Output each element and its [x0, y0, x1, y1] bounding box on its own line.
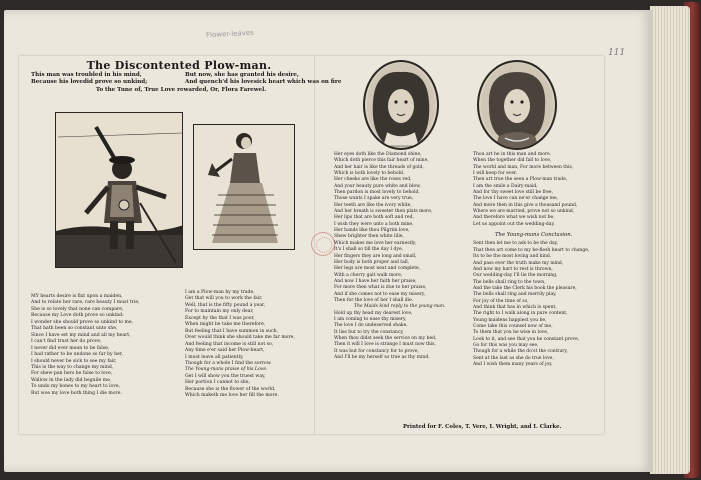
verse-line: And therefore what we wish not be,	[473, 215, 555, 221]
verse-line: It lies but to try the constancy,	[334, 329, 404, 335]
verse-line: Where we are married, prove not so unkind,	[473, 209, 575, 215]
verse-line: Then it will I love is strange I must now this,	[334, 342, 436, 348]
verse-line: For more then what is due to her praise,	[334, 285, 427, 291]
verse-line: I had rather to be undone so far by her,	[31, 352, 123, 358]
verse-line: Her legs are most neat and complete,	[334, 266, 421, 272]
verse-subhead: The Young-mans Conclusion.	[495, 232, 573, 239]
broadside-sheet	[19, 56, 604, 434]
verse-right-column-2	[473, 152, 603, 368]
library-stamp	[311, 232, 335, 256]
verse-line: For to maintain my only dear,	[185, 309, 254, 315]
verse-line: Which maketh me love her fill the more.	[185, 393, 279, 399]
verse-line: And I'll be my herself so true as thy mind.	[334, 355, 430, 360]
verse-line: And her hair is like the threads of gold,	[334, 164, 424, 170]
verse-line: With a cherry gait walk more,	[334, 272, 403, 278]
woodcut-lady	[193, 124, 295, 250]
verse-line: The right to I walk along in pure content,	[473, 311, 568, 317]
folio-number: 111	[608, 48, 626, 58]
verse-line: I am a Plow-man by my trade,	[185, 290, 255, 295]
verse-line: Sent then let me to ask to be the day,	[473, 241, 559, 247]
ballad-title: The Discontented Plow-man.	[86, 59, 272, 72]
verse-line: Except by the that I was poor,	[185, 315, 255, 321]
verse-line: Come take this counsel now of me,	[473, 323, 553, 329]
verse-line: I am coming to ease thy misery,	[334, 316, 407, 322]
verse-left-column-2	[185, 290, 345, 400]
verse-line: And the take the Clerk his book the pleasure,	[473, 285, 577, 291]
verse-line: For joy of the time of so,	[473, 298, 529, 304]
verse-line: Because she is the flower of the world,	[185, 386, 276, 392]
verse-line: Because my Love doth prove so unkind:	[31, 313, 124, 319]
verse-line: And feeling that income is still not so,	[185, 341, 274, 347]
verse-line: I am the smile a Dairy-maid,	[473, 183, 538, 189]
portrait-man	[363, 60, 439, 150]
verse-line: The bells shall ring to the town,	[473, 279, 546, 285]
portrait-woman	[477, 60, 557, 150]
verse-line: And to relate her rare, rare beauty I must trie,	[31, 300, 140, 306]
verse-line: To undo my bones to my heart to love,	[31, 384, 121, 390]
verse-line: I must leave all patiently,	[185, 354, 244, 360]
verse-line: Get that will you to work the fair,	[185, 296, 263, 302]
pencil-annotation: Flower-leaves	[205, 28, 255, 40]
verse-line: I will keep for ever.	[473, 171, 518, 177]
verse-line: Which doth pierce this fair heart of mine,	[334, 158, 429, 164]
verse-line: Though for a while the do'st the contrary,	[473, 349, 568, 355]
verse-line: Though for a whole I find the sorrow.	[185, 360, 272, 366]
verse-line: The love I have can ne'er change me,	[473, 196, 559, 202]
verse-line: Which is both lovely to behold.	[334, 171, 405, 177]
verse-line: Over would think she should take me far more,	[185, 335, 295, 341]
ballad-tune: To the Tune of, True Love rewarded, Or, Flora Farewel.	[95, 87, 267, 93]
album-page	[4, 10, 652, 472]
verse-line: Wallow in the lady did beguile me,	[31, 377, 112, 383]
verse-subhead: The Maids kind reply to the young-man.	[354, 304, 446, 310]
verse-line: And think that has in which is spent,	[473, 304, 557, 310]
verse-line: Her hands like thou Pilgrim love,	[334, 228, 410, 234]
verse-line: She is so lovely that none can compare,	[31, 306, 124, 312]
verse-line: And now my hart to rest is thrown,	[473, 266, 553, 272]
verse-line: Then for the love of her I shall die.	[334, 297, 414, 303]
intro-right-line-2: And quench'd his lovesick heart which was on fire	[185, 79, 342, 85]
intro-left-line-2: Because his lovedid prove so unkind;	[31, 79, 148, 85]
verse-line: Her lips that are both soft and red,	[334, 215, 414, 221]
verse-subhead: The Young-mans praise of his Love.	[185, 367, 268, 373]
verse-line: Thou art he in this man and more,	[473, 152, 552, 157]
verse-line: Any time e'er said her Plow-heart,	[185, 348, 265, 354]
verse-line: Our wedding-day I'll lie the morning,	[473, 273, 558, 279]
verse-line: For shew-pan hers be false to love,	[31, 371, 113, 377]
intro-right-line-1: But now, she has granted his desire,	[185, 72, 299, 78]
verse-right-column-1	[334, 152, 484, 361]
verse-line: It was but for constancy for to prove,	[334, 348, 419, 354]
printer-imprint: Printed for F. Coles, T. Vere, I. Wright, and I. Clarke.	[403, 424, 562, 430]
verse-line: The bells shall ring and merrily play,	[473, 292, 557, 298]
verse-line: And more then in this give a thousand pound,	[473, 202, 578, 208]
verse-line: And now I have her faith her praise,	[334, 278, 417, 284]
verse-line: And I wish them many years of joy.	[473, 362, 553, 367]
woodcut-plowman	[55, 112, 183, 268]
page-stack-edge	[650, 6, 690, 474]
intro-left-line-1: This man was troubled in his mind,	[31, 72, 142, 78]
verse-line: And for thy sweet love still be free,	[473, 190, 554, 196]
verse-line: Her body is both proper and tall,	[334, 259, 410, 265]
verse-line: And her breath is sweeter then plats more,	[334, 209, 433, 215]
verse-line: I wish they were unto a both mine,	[334, 221, 414, 227]
verse-line: But feeling that I have summon in such,	[185, 328, 279, 334]
verse-line: To them that you be wise in love,	[473, 330, 549, 336]
verse-left-column-1	[31, 294, 191, 397]
verse-line: Go for this was you may see,	[473, 342, 539, 348]
verse-line: I never did ever mean to be false,	[31, 345, 110, 351]
verse-line: And if she comes not to ease my misery,	[334, 291, 426, 297]
verse-line: MY hearts desire is fixt upon a maiden,	[31, 294, 123, 299]
verse-line: Then pardon is most lovely to behold,	[334, 190, 420, 196]
verse-line: Those wants I spake are very true,	[334, 196, 414, 202]
verse-line: Her teeth are like the ivory white,	[334, 202, 412, 208]
verse-line: Sent at the last as she do true love,	[473, 355, 554, 361]
verse-line: Shew brighter then white lilie,	[334, 234, 404, 240]
verse-line: Get I will show you the truest way,	[185, 373, 266, 379]
verse-line: This is the way to change my mind,	[31, 364, 114, 370]
verse-line: Her fingers they are long and small,	[334, 253, 417, 259]
verse-line: I can't find trust her do prove,	[31, 339, 102, 345]
verse-line: I should never be sick to see my fair,	[31, 358, 117, 364]
verse-line: And your beauty pure white and blew,	[334, 183, 421, 189]
verse-line: Then art true the seen a Plow-man trade,	[473, 177, 568, 183]
verse-line: Her cheeks are like the roses red,	[334, 177, 412, 183]
verse-line: Its to be the most loving and kind,	[473, 254, 552, 260]
verse-line: The love I do undeserved shake,	[334, 323, 408, 329]
verse-line: Let us appoint out the wedding-day.	[473, 221, 555, 227]
verse-line: I wonder she should prove so unkind to me,	[31, 319, 134, 325]
verse-line: Hold up thy head my dearest love,	[334, 310, 413, 316]
verse-line: When the together did fall to love,	[473, 158, 552, 164]
verse-line: That hath been so constant unto she,	[31, 326, 118, 332]
verse-line: Look to it, and see that you be constant prove,	[473, 336, 580, 342]
verse-line: When thou didst seek the service on my bed,	[334, 335, 437, 341]
verse-line: Her eyes doth like the Diamond shine,	[334, 152, 422, 157]
verse-line: Her portion I cannot to she,	[185, 380, 250, 386]
verse-line: But woe my love both thing I die more.	[31, 390, 122, 396]
verse-line: And pass ever the truth make my mind,	[473, 260, 564, 266]
verse-line: Which makes me love her earnestly,	[334, 240, 417, 246]
verse-line: The world and man, For more between this,	[473, 164, 574, 170]
verse-line: Young maidens happiest you be,	[473, 317, 547, 323]
verse-line: Well, that is the fifty pound a year,	[185, 302, 266, 308]
verse-line: It's I shall so till the day I dye,	[334, 247, 404, 253]
verse-line: That then art come to my be-flesh heart to change,	[473, 247, 590, 253]
verse-line: Since I have set my mind and all my heart,	[31, 332, 131, 338]
verse-line: When might be take me therefore,	[185, 322, 266, 328]
